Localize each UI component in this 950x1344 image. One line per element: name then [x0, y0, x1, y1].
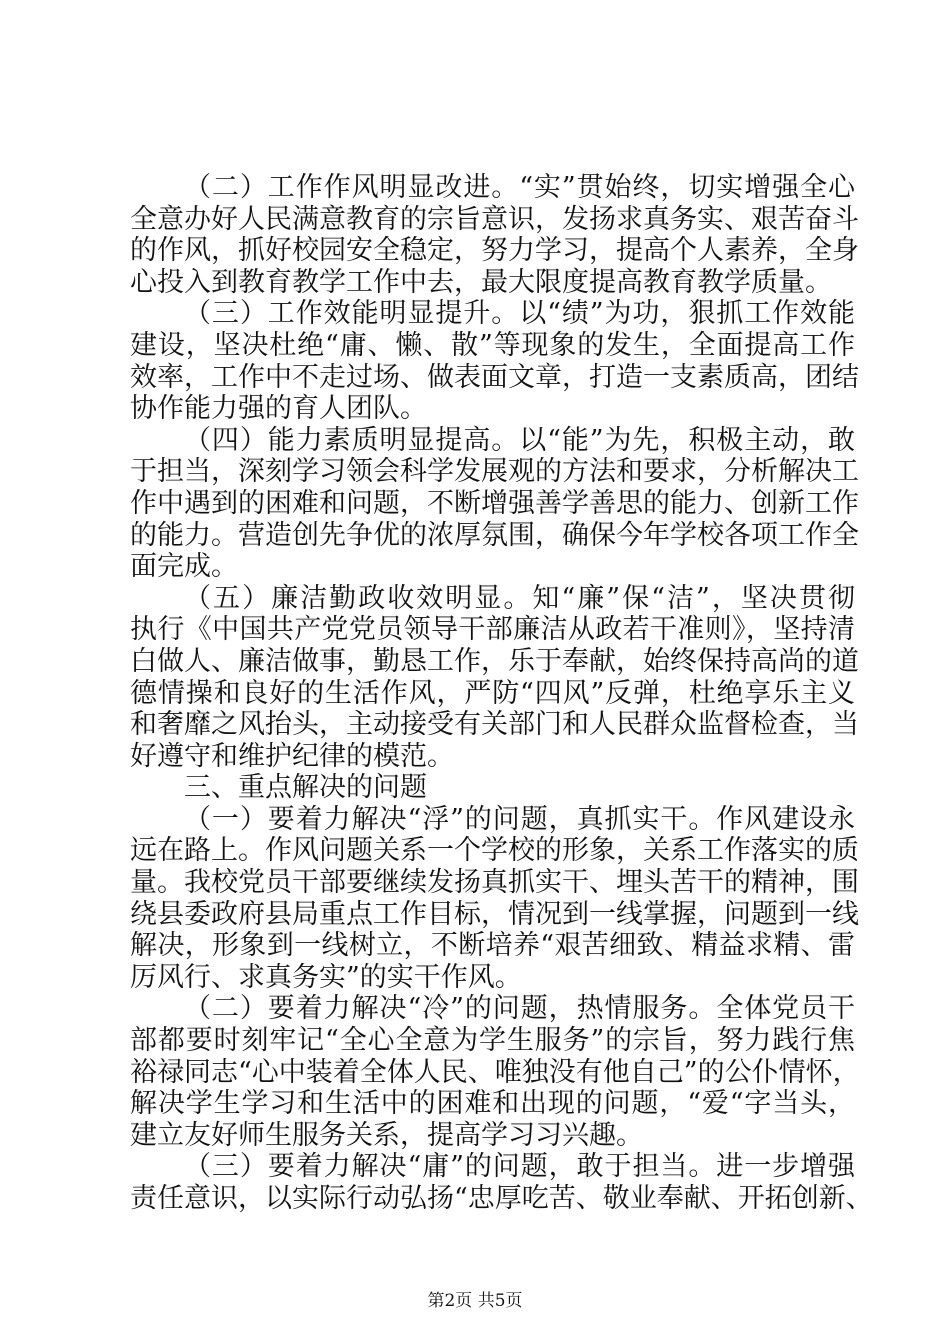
text-line: （三）工作效能明显提升。以“绩”为功，狠抓工作效能	[184, 298, 855, 330]
text-line: 白做人、廉洁做事，勤恳工作，乐于奉献，始终保持高尚的道	[130, 645, 859, 677]
text-line: （二）要着力解决“冷”的问题，热情服务。全体党员干	[184, 993, 855, 1025]
text-line: 三、重点解决的问题	[184, 772, 427, 804]
text-line: 协作能力强的育人团队。	[130, 393, 427, 425]
text-line: 厉风行、求真务实”的实干作风。	[130, 961, 522, 993]
text-line: 建立友好师生服务关系，提高学习习兴趣。	[130, 1119, 643, 1151]
text-line: （五）廉洁勤政收效明显。知“廉”保“洁”，坚决贯彻	[184, 582, 855, 614]
text-line: 解决，形象到一线树立，不断培养“艰苦细致、精益求精、雷	[130, 930, 855, 962]
text-line: （三）要着力解决“庸”的问题，敢于担当。进一步增强	[184, 1151, 855, 1183]
page-footer	[0, 1290, 950, 1312]
text-line: 部都要时刻牢记“全心全意为学生服务”的宗旨，努力践行焦	[130, 1025, 855, 1057]
text-line: 面完成。	[130, 551, 238, 583]
text-line: 作中遇到的困难和问题，不断增强善学善思的能力、创新工作	[130, 487, 859, 519]
text-line: 于担当，深刻学习领会科学发展观的方法和要求，分析解决工	[130, 456, 859, 488]
text-line: 责任意识，以实际行动弘扬“忠厚吃苦、敬业奉献、开拓创新、	[130, 1183, 873, 1214]
text-line: 裕禄同志“心中装着全体人民、唯独没有他自己”的公仆情怀，	[130, 1056, 860, 1088]
text-line: （四）能力素质明显提高。以“能”为先，积极主动，敢	[184, 424, 855, 456]
text-line: 绕县委政府县局重点工作目标，情况到一线掌握，问题到一线	[130, 898, 859, 930]
text-line: 效率，工作中不走过场、做表面文章，打造一支素质高，团结	[130, 361, 859, 393]
text-line: 建设，坚决杜绝“庸、懒、散”等现象的发生，全面提高工作	[130, 329, 855, 361]
text-line: 量。我校党员干部要继续发扬真抓实干、埋头苦干的精神，围	[130, 867, 859, 899]
text-line: （一）要着力解决“浮”的问题，真抓实干。作风建设永	[184, 803, 855, 835]
page-number: 第2页 共5页	[427, 1291, 523, 1311]
text-line: 的作风，抓好校园安全稳定，努力学习，提高个人素养，全身	[130, 235, 859, 267]
text-line: 心投入到教育教学工作中去，最大限度提高教育教学质量。	[130, 266, 832, 298]
text-line: 远在路上。作风问题关系一个学校的形象，关系工作落实的质	[130, 835, 859, 867]
text-line: 的能力。营造创先争优的浓厚氛围，确保今年学校各项工作全	[130, 519, 859, 551]
text-line: 执行《中国共产党党员领导干部廉洁从政若干准则》，坚持清	[130, 614, 855, 646]
text-line: 和奢靡之风抬头，主动接受有关部门和人民群众监督检查，当	[130, 709, 859, 741]
text-line: （二）工作作风明显改进。“实”贯始终，切实增强全心	[184, 172, 855, 203]
text-line: 全意办好人民满意教育的宗旨意识，发扬求真务实、艰苦奋斗	[130, 203, 859, 235]
document-body	[130, 172, 873, 1215]
text-line: 解决学生学习和生活中的困难和出现的问题，“爱“字当头，	[130, 1088, 855, 1120]
text-line: 好遵守和维护纪律的模范。	[130, 740, 454, 772]
text-line: 德情操和良好的生活作风，严防“四风”反弹，杜绝享乐主义	[130, 677, 855, 709]
